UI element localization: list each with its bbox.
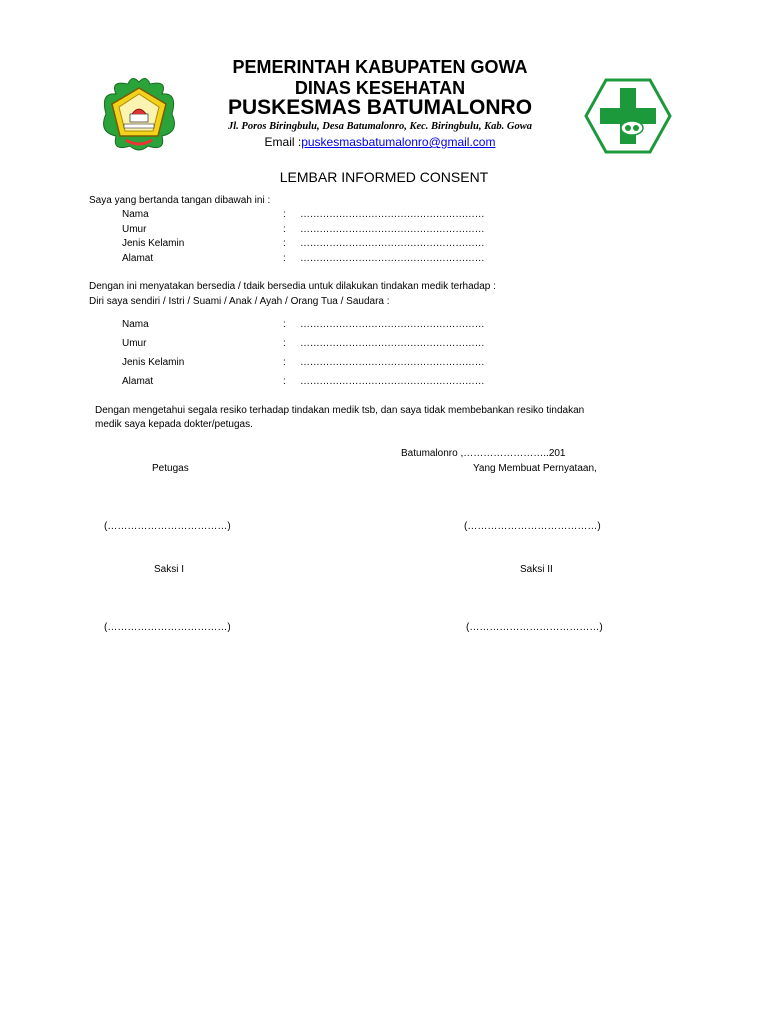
signature-saksi-1[interactable]: (………………………………)	[104, 622, 231, 633]
pembuat-label: Yang Membuat Pernyataan,	[473, 463, 597, 474]
email-link[interactable]: puskesmasbatumalonro@gmail.com	[301, 135, 496, 149]
statement-line-2: Diri saya sendiri / Istri / Suami / Anak / Ayah / Orang Tua / Saudara :	[89, 296, 390, 307]
document-title: LEMBAR INFORMED CONSENT	[279, 169, 489, 185]
field1-label-nama: Nama	[122, 209, 149, 220]
header-line-3: PUSKESMAS BATUMALONRO	[227, 96, 533, 119]
field2-label-nama: Nama	[122, 319, 149, 330]
field1-colon: :	[283, 209, 286, 220]
statement-line-1: Dengan ini menyatakan bersedia / tdaik bersedia untuk dilakukan tindakan medik terhadap :	[89, 281, 496, 292]
email-label: Email :	[264, 135, 302, 149]
header-line-2: DINAS KESEHATAN	[294, 78, 466, 98]
field2-colon: :	[283, 319, 286, 330]
intro-text: Saya yang bertanda tangan dibawah ini :	[89, 195, 271, 206]
field2-colon: :	[283, 357, 286, 368]
field1-label-jenis-kelamin: Jenis Kelamin	[122, 238, 185, 249]
field1-fill-alamat[interactable]: …………………………………………………	[300, 253, 485, 264]
field2-fill-umur[interactable]: …………………………………………………	[300, 338, 485, 349]
saksi-1-label: Saksi I	[154, 564, 185, 575]
puskesmas-cross-logo-icon	[584, 78, 672, 154]
header-address: Jl. Poros Biringbulu, Desa Batumalonro, Kec. Biringbulu, Kab. Gowa	[228, 121, 532, 132]
field1-fill-umur[interactable]: …………………………………………………	[300, 224, 485, 235]
consent-line-2: medik saya kepada dokter/petugas.	[95, 419, 253, 430]
field1-label-alamat: Alamat	[122, 253, 154, 264]
header-email	[200, 135, 560, 149]
field1-colon: :	[283, 238, 286, 249]
field1-colon: :	[283, 224, 286, 235]
field1-label-umur: Umur	[122, 224, 147, 235]
field2-fill-nama[interactable]: …………………………………………………	[300, 319, 485, 330]
field1-fill-nama[interactable]: …………………………………………………	[300, 209, 485, 220]
header-line-1: PEMERINTAH KABUPATEN GOWA	[232, 57, 528, 77]
saksi-2-label: Saksi II	[520, 564, 553, 575]
place-date[interactable]: Batumalonro ,……………………..201	[401, 448, 566, 459]
field2-label-umur: Umur	[122, 338, 147, 349]
consent-line-1: Dengan mengetahui segala resiko terhadap tindakan medik tsb, dan saya tidak membebankan resiko tindakan	[95, 405, 585, 416]
field1-colon: :	[283, 253, 286, 264]
field1-fill-jenis-kelamin[interactable]: …………………………………………………	[300, 238, 485, 249]
signature-pembuat[interactable]: (…………………………………)	[464, 521, 601, 532]
field2-fill-jenis-kelamin[interactable]: …………………………………………………	[300, 357, 485, 368]
signature-saksi-2[interactable]: (…………………………………)	[466, 622, 603, 633]
gowa-regency-crest-icon	[96, 74, 182, 154]
field2-label-jenis-kelamin: Jenis Kelamin	[122, 357, 185, 368]
field2-label-alamat: Alamat	[122, 376, 154, 387]
field2-colon: :	[283, 376, 286, 387]
petugas-label: Petugas	[152, 463, 189, 474]
signature-petugas[interactable]: (………………………………)	[104, 521, 231, 532]
field2-colon: :	[283, 338, 286, 349]
field2-fill-alamat[interactable]: …………………………………………………	[300, 376, 485, 387]
